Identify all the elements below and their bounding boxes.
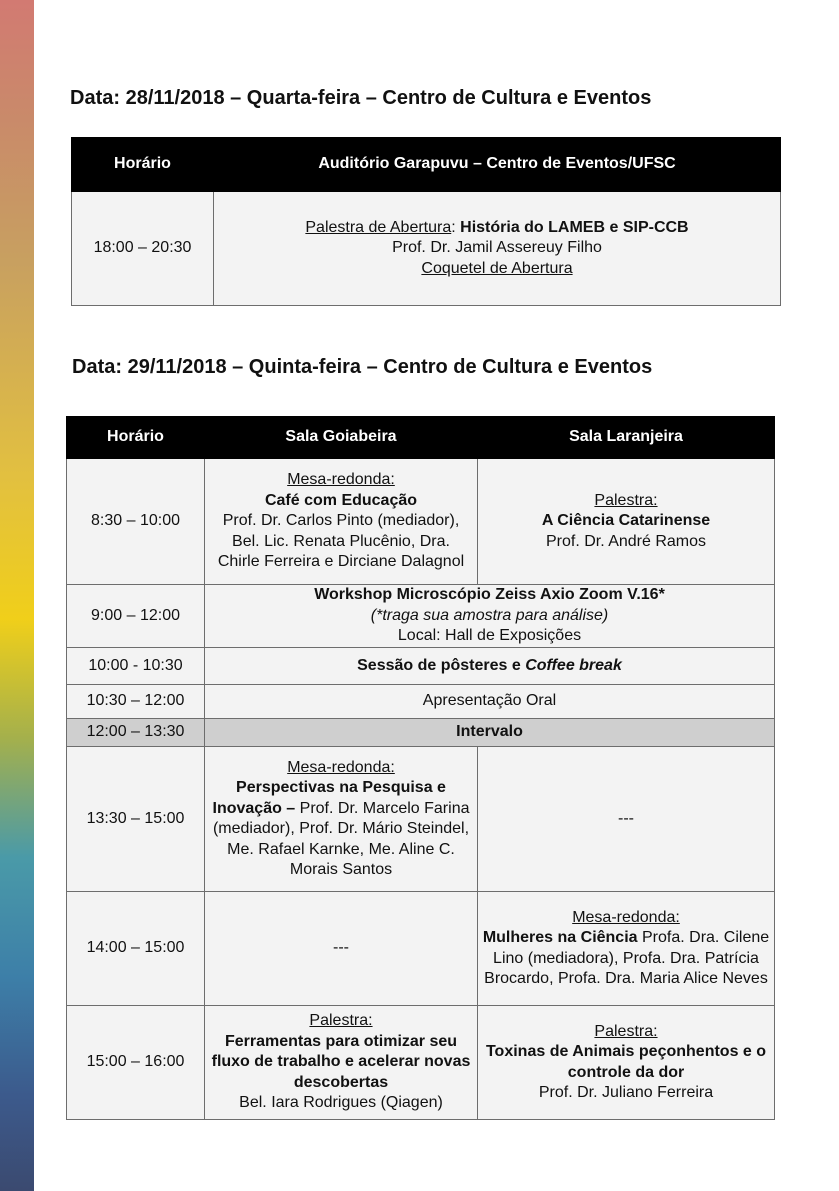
- session-title: Toxinas de Animais peçonhentos e o controle da dor: [485, 1043, 767, 1081]
- table-row: [67, 459, 775, 585]
- workshop-title: Workshop Microscópio Zeiss Axio Zoom V.16*: [314, 586, 665, 604]
- session-details: [482, 928, 770, 990]
- session-type: Palestra:: [594, 491, 658, 509]
- label-separator: :: [451, 218, 461, 236]
- session-speakers: Profa. Dra. Cilene Lino (mediadora), Profa. Dra. Patrícia Brocardo, Profa. Dra. Maria Alice Neves: [484, 929, 770, 987]
- table-row: [67, 648, 775, 685]
- session-title: Ferramentas para otimizar seu fluxo de trabalho e acelerar novas descobertas: [211, 1032, 471, 1091]
- workshop-cell: [205, 585, 775, 648]
- table-row: [67, 685, 775, 719]
- day2-schedule-table: [66, 416, 775, 1120]
- table-row: [67, 747, 775, 892]
- time-column-header: Horário: [72, 138, 214, 192]
- session-title: Mulheres na Ciência: [482, 929, 638, 946]
- time-column-header: Horário: [67, 417, 205, 459]
- session-speakers: Bel. Iara Rodrigues (Qiagen): [239, 1094, 443, 1112]
- session-time: 13:30 – 15:00: [67, 747, 205, 892]
- session-details: [209, 778, 473, 881]
- opening-lecture-label: Palestra de Abertura: [305, 218, 452, 236]
- decorative-gradient-bar: [0, 0, 34, 1191]
- workshop-note: (*traga sua amostra para análise): [370, 606, 609, 624]
- session-speakers: Prof. Dr. Carlos Pinto (mediador), Bel. Lic. Renata Plucênio, Dra. Chirle Ferreira e Dirciane Dalagnol: [217, 512, 465, 571]
- table-row: [67, 892, 775, 1006]
- day1-session-row: [72, 192, 781, 306]
- oral-presentation-cell: Apresentação Oral: [205, 685, 775, 719]
- coffee-break-text: Coffee break: [525, 656, 622, 674]
- session-time: 12:00 – 13:30: [67, 719, 205, 747]
- session-type: Mesa-redonda:: [287, 471, 395, 489]
- poster-session-cell: [205, 648, 775, 685]
- session-speakers: Prof. Dr. André Ramos: [545, 532, 707, 550]
- table-row: [67, 1006, 775, 1120]
- session-time: 18:00 – 20:30: [72, 192, 214, 306]
- session-time: 14:00 – 15:00: [67, 892, 205, 1006]
- opening-cocktail: Coquetel de Abertura: [421, 259, 573, 277]
- table-row: [67, 719, 775, 747]
- session-time: 10:00 - 10:30: [67, 648, 205, 685]
- sala-goiabeira-header: Sala Goiabeira: [205, 417, 478, 459]
- empty-session-cell: ---: [478, 747, 775, 892]
- session-title: A Ciência Catarinense: [541, 512, 711, 530]
- session-cell: [478, 459, 775, 585]
- session-time: 15:00 – 16:00: [67, 1006, 205, 1120]
- session-type: Palestra:: [594, 1022, 658, 1040]
- interval-cell: Intervalo: [205, 719, 775, 747]
- session-time: 8:30 – 10:00: [67, 459, 205, 585]
- opening-lecture-line: [218, 218, 776, 239]
- session-cell: [205, 1006, 478, 1120]
- opening-lecture-title: História do LAMEB e SIP-CCB: [460, 218, 689, 236]
- sala-laranjeira-header: Sala Laranjeira: [478, 417, 775, 459]
- session-time: 9:00 – 12:00: [67, 585, 205, 648]
- day2-heading: Data: 29/11/2018 – Quinta-feira – Centro de Cultura e Eventos: [72, 356, 653, 378]
- table-row: [67, 585, 775, 648]
- empty-session-cell: ---: [205, 892, 478, 1006]
- day1-header-row: [72, 138, 781, 192]
- session-cell: [205, 459, 478, 585]
- day2-header-row: [67, 417, 775, 459]
- workshop-location: Local: Hall de Exposições: [397, 627, 582, 645]
- session-time: 10:30 – 12:00: [67, 685, 205, 719]
- session-type: Mesa-redonda:: [287, 758, 395, 776]
- session-cell: [205, 747, 478, 892]
- session-speakers: Prof. Dr. Juliano Ferreira: [538, 1084, 714, 1101]
- opening-session-cell: [214, 192, 781, 306]
- day1-heading: Data: 28/11/2018 – Quarta-feira – Centro de Cultura e Eventos: [70, 87, 652, 109]
- session-title: Café com Educação: [264, 491, 418, 509]
- session-type: Mesa-redonda:: [572, 908, 680, 926]
- session-title: Perspectivas na Pesquisa e Inovação –: [212, 779, 446, 817]
- room-column-header: Auditório Garapuvu – Centro de Eventos/UFSC: [214, 138, 781, 192]
- session-speakers: Prof. Dr. Marcelo Farina (mediador), Prof. Dr. Mário Steindel, Me. Rafael Karnke, Me. Aline C. Morais Santos: [212, 799, 470, 878]
- session-cell: [478, 1006, 775, 1120]
- session-cell: [478, 892, 775, 1006]
- session-type: Palestra:: [309, 1012, 373, 1030]
- day1-schedule-table: [71, 137, 781, 306]
- poster-session-text: Sessão de pôsteres e: [357, 656, 521, 674]
- opening-lecture-speaker: Prof. Dr. Jamil Assereuy Filho: [392, 239, 602, 257]
